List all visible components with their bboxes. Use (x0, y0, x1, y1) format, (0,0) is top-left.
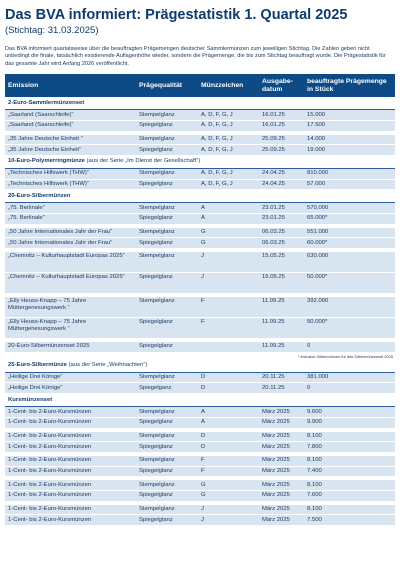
section-title (5, 97, 395, 110)
issue-date-cell: März 2025 (259, 407, 304, 418)
emission-cell: 1-Cent- bis 2-Euro-Kursmünzen (5, 490, 136, 501)
document-page (5, 7, 395, 526)
issue-date-cell: 16.01.25 (259, 110, 304, 121)
emission-cell: „Technisches Hilfswerk (THW)“ (5, 168, 136, 179)
mint-mark-cell: F (198, 318, 259, 339)
issue-date-cell: März 2025 (259, 417, 304, 428)
quality-cell: Stempelglanz (136, 372, 198, 383)
mint-mark-cell: A (198, 214, 259, 225)
page-title: Das BVA informiert: Prägestatistik 1. Quartal 2025 (5, 7, 348, 23)
table-body (5, 97, 395, 525)
quality-cell: Spiegelglanz (136, 490, 198, 501)
issue-date-cell: März 2025 (259, 432, 304, 442)
table-row (5, 273, 395, 294)
table-row (5, 168, 395, 179)
quality-cell: Stempelglanz (136, 252, 198, 273)
emission-cell: „75. Berlinale“ (5, 203, 136, 214)
mint-mark-cell: A, D, F, G, J (198, 135, 259, 145)
mintage-cell: 14.000 (304, 135, 395, 145)
issue-date-cell: 23.01.25 (259, 203, 304, 214)
mintage-cell: 8.100 (304, 432, 395, 442)
table-row (5, 228, 395, 238)
quality-cell: Stempelglanz (136, 432, 198, 442)
mintage-cell: 381.000 (304, 372, 395, 383)
table-row (5, 372, 395, 383)
emission-cell: „Saarland (Saarschleife)“ (5, 120, 136, 131)
mint-mark-cell: G (198, 228, 259, 238)
quality-cell: Spiegelglanz (136, 238, 198, 249)
emission-cell: „Elly Heuss-Knapp – 75 Jahre Müttergenesungswerk “ (5, 297, 136, 318)
emission-cell: „50 Jahre Internationales Jahr der Frau“ (5, 228, 136, 238)
quality-cell: Spiegelglanz (136, 145, 198, 156)
footnote: * inklusive Silbermünzen für das Silbermünzenset 2025 (5, 352, 395, 360)
section-title (5, 360, 395, 373)
mint-mark-cell: G (198, 480, 259, 490)
emission-cell: 1-Cent- bis 2-Euro-Kursmünzen (5, 456, 136, 466)
mint-mark-cell: J (198, 273, 259, 294)
section-label: 25-Euro-Silbermünze (8, 362, 67, 369)
issue-date-cell: 11.09.25 (259, 318, 304, 339)
mintage-cell: 17.500 (304, 120, 395, 131)
mintage-cell: 60.000* (304, 238, 395, 249)
mintage-cell: 7.500 (304, 515, 395, 526)
issue-date-cell: 15.05.25 (259, 252, 304, 273)
issue-date-cell: März 2025 (259, 490, 304, 501)
quality-cell: Spiegelglanz (136, 120, 198, 131)
intro-paragraph: Das BVA informiert quartalsweise über die beauftragten Prägemengen deutscher Sammlermünzen zum jeweiligen Stichtag. Die Zahlen geben nicht unbedingt die finale, tatsächlich existierende Auflagenhöhe wieder, sondern die Prägemenge, die bis zum Stichtag beauftragt wurde. Die Prägestatistik für das gesamte Jahr wird Anfang 2026 veröffentlicht. (5, 46, 386, 67)
header-emission: Emission (5, 74, 136, 97)
mint-mark-cell: J (198, 515, 259, 526)
section-row (5, 97, 395, 110)
table-row (5, 407, 395, 418)
emission-cell: „75. Berlinale“ (5, 214, 136, 225)
quality-cell: Spiegelglanz (136, 515, 198, 526)
issue-date-cell: 06.03.25 (259, 238, 304, 249)
mintage-cell: 810.000 (304, 168, 395, 179)
quality-cell: Spiegelglanz (136, 417, 198, 428)
table-row (5, 466, 395, 477)
quality-cell: Spiegelglanz (136, 442, 198, 453)
issue-date-cell: 24.04.25 (259, 168, 304, 179)
header-mint-mark: Münzzeichen (198, 74, 259, 97)
quality-cell: Spiegelglanz (136, 318, 198, 339)
mint-mark-cell: F (198, 466, 259, 477)
mintage-cell: 8.100 (304, 480, 395, 490)
mintage-cell: 7.800 (304, 442, 395, 453)
quality-cell: Stempelglanz (136, 135, 198, 145)
emission-cell: 1-Cent- bis 2-Euro-Kursmünzen (5, 442, 136, 453)
section-title (5, 155, 395, 168)
quality-cell: Stempelglanz (136, 228, 198, 238)
mint-mark-cell: A, D, F, G, J (198, 145, 259, 156)
section-row (5, 360, 395, 373)
mint-mark-cell: A, D, F, G, J (198, 168, 259, 179)
table-row (5, 456, 395, 466)
section-series: (aus der Serie „Weihnachten“) (66, 362, 148, 369)
mint-mark-cell: A (198, 407, 259, 418)
table-row (5, 120, 395, 131)
quality-cell: Stempelglanz (136, 168, 198, 179)
table-row (5, 432, 395, 442)
issue-date-cell: März 2025 (259, 442, 304, 453)
issue-date-cell: 25.09.25 (259, 145, 304, 156)
mint-mark-cell: J (198, 505, 259, 515)
emission-cell: „35 Jahre Deutsche Einheit“ (5, 145, 136, 156)
emission-cell: 1-Cent- bis 2-Euro-Kursmünzen (5, 515, 136, 526)
emission-cell: 20-Euro-Silbermünzenset 2025 (5, 342, 136, 352)
issue-date-cell: 20.11.25 (259, 372, 304, 383)
mint-mark-cell: A (198, 417, 259, 428)
emission-cell: „Heilige Drei Könige“ (5, 383, 136, 394)
table-row (5, 490, 395, 501)
section-label: 2-Euro-Sammlermünzenset (8, 99, 85, 106)
emission-cell: 1-Cent- bis 2-Euro-Kursmünzen (5, 417, 136, 428)
mintage-cell: 50.000* (304, 273, 395, 294)
emission-cell: 1-Cent- bis 2-Euro-Kursmünzen (5, 407, 136, 418)
section-row (5, 394, 395, 407)
header-mintage: beauftragte Prägemenge in Stück (304, 74, 395, 97)
mint-mark-cell: G (198, 238, 259, 249)
emission-cell: 1-Cent- bis 2-Euro-Kursmünzen (5, 466, 136, 477)
issue-date-cell: 15.05.25 (259, 273, 304, 294)
table-row (5, 297, 395, 318)
section-title (5, 190, 395, 203)
minting-statistics-table (5, 74, 395, 526)
quality-cell: Spiegelglanz (136, 179, 198, 190)
table-row (5, 252, 395, 273)
mintage-cell: 50.000* (304, 318, 395, 339)
section-series: (aus der Serie „Im Dienst der Gesellschaft“) (84, 158, 201, 165)
mint-mark-cell: F (198, 297, 259, 318)
emission-cell: „Saarland (Saarschleife)“ (5, 110, 136, 121)
footnote-row (5, 352, 395, 360)
quality-cell: Spiegelglanz (136, 214, 198, 225)
mintage-cell: 0 (304, 383, 395, 394)
mintage-cell: 392.000 (304, 297, 395, 318)
table-row (5, 238, 395, 249)
section-title (5, 394, 395, 407)
mintage-cell: 630.000 (304, 252, 395, 273)
table-row (5, 110, 395, 121)
emission-cell: „Heilige Drei Könige“ (5, 372, 136, 383)
mint-mark-cell: G (198, 490, 259, 501)
issue-date-cell: 23.01.25 (259, 214, 304, 225)
issue-date-cell: März 2025 (259, 456, 304, 466)
mintage-cell: 570.000 (304, 203, 395, 214)
mint-mark-cell: D (198, 442, 259, 453)
emission-cell: „Technisches Hilfswerk (THW)“ (5, 179, 136, 190)
table-row (5, 203, 395, 214)
table-row (5, 442, 395, 453)
issue-date-cell: 16.01.25 (259, 120, 304, 131)
table-row (5, 342, 395, 352)
quality-cell: Spiegelganz (136, 383, 198, 394)
mint-mark-cell: A (198, 203, 259, 214)
table-header-row (5, 74, 395, 97)
mintage-cell: 9.900 (304, 417, 395, 428)
page-subtitle: (Stichtag: 31.03.2025) (5, 25, 99, 36)
table-row (5, 214, 395, 225)
emission-cell: 1-Cent- bis 2-Euro-Kursmünzen (5, 480, 136, 490)
mintage-cell: 57.000 (304, 179, 395, 190)
emission-cell: 1-Cent- bis 2-Euro-Kursmünzen (5, 505, 136, 515)
table-row (5, 318, 395, 339)
quality-cell: Spiegelglanz (136, 466, 198, 477)
quality-cell: Stempelglanz (136, 456, 198, 466)
header-quality: Prägequalität (136, 74, 198, 97)
mintage-cell: 7.600 (304, 490, 395, 501)
mintage-cell: 0 (304, 342, 395, 352)
mint-mark-cell: D (198, 383, 259, 394)
table-row (5, 515, 395, 526)
mintage-cell: 8.100 (304, 456, 395, 466)
section-label: 10-Euro-Polymerringmünze (8, 158, 85, 165)
mint-mark-cell: A, D, F, G, J (198, 120, 259, 131)
mintage-cell: 19.000 (304, 145, 395, 156)
mintage-cell: 8.100 (304, 505, 395, 515)
issue-date-cell: 20.11.25 (259, 383, 304, 394)
table-row (5, 135, 395, 145)
emission-cell: „35 Jahre Deutsche Einheit “ (5, 135, 136, 145)
mint-mark-cell: A, D, F, G, J (198, 179, 259, 190)
section-label: Kursmünzenset (8, 396, 53, 403)
quality-cell: Stempelglanz (136, 297, 198, 318)
table-row (5, 480, 395, 490)
mintage-cell: 15.000 (304, 110, 395, 121)
quality-cell: Stempelglanz (136, 480, 198, 490)
issue-date-cell: 25.09.25 (259, 135, 304, 145)
mint-mark-cell: J (198, 252, 259, 273)
issue-date-cell: 24.04.25 (259, 179, 304, 190)
quality-cell: Stempelglanz (136, 407, 198, 418)
quality-cell: Spiegelglanz (136, 342, 198, 352)
table-row (5, 145, 395, 156)
mintage-cell: 65.000* (304, 214, 395, 225)
mint-mark-cell: D (198, 372, 259, 383)
section-row (5, 155, 395, 168)
mint-mark-cell: A, D, F, G, J (198, 110, 259, 121)
header-issue-date: Ausgabe-datum (259, 74, 304, 97)
issue-date-cell: 11.09.25 (259, 297, 304, 318)
mint-mark-cell: D (198, 432, 259, 442)
quality-cell: Stempelglanz (136, 505, 198, 515)
issue-date-cell: März 2025 (259, 515, 304, 526)
emission-cell: „50 Jahre Internationales Jahr der Frau“ (5, 238, 136, 249)
section-row (5, 190, 395, 203)
issue-date-cell: 06.03.25 (259, 228, 304, 238)
mintage-cell: 7.400 (304, 466, 395, 477)
issue-date-cell: März 2025 (259, 466, 304, 477)
emission-cell: 1-Cent- bis 2-Euro-Kursmünzen (5, 432, 136, 442)
mint-mark-cell (198, 342, 259, 352)
emission-cell: „Chemnitz – Kulturhauptstadt Europas 2025“ (5, 252, 136, 273)
emission-cell: „Elly Heuss-Knapp – 75 Jahre Müttergenesungswerk “ (5, 318, 136, 339)
table-row (5, 179, 395, 190)
issue-date-cell: März 2025 (259, 505, 304, 515)
table-row (5, 383, 395, 394)
emission-cell: „Chemnitz – Kulturhauptstadt Europas 2025“ (5, 273, 136, 294)
section-label: 20-Euro-Silbermünzen (8, 192, 71, 199)
issue-date-cell: März 2025 (259, 480, 304, 490)
quality-cell: Stempelglanz (136, 110, 198, 121)
quality-cell: Spiegelglanz (136, 273, 198, 294)
mintage-cell: 551.000 (304, 228, 395, 238)
quality-cell: Stempelglanz (136, 203, 198, 214)
mint-mark-cell: F (198, 456, 259, 466)
table-row (5, 505, 395, 515)
issue-date-cell: 11.09.25 (259, 342, 304, 352)
mintage-cell: 9.600 (304, 407, 395, 418)
table-row (5, 417, 395, 428)
